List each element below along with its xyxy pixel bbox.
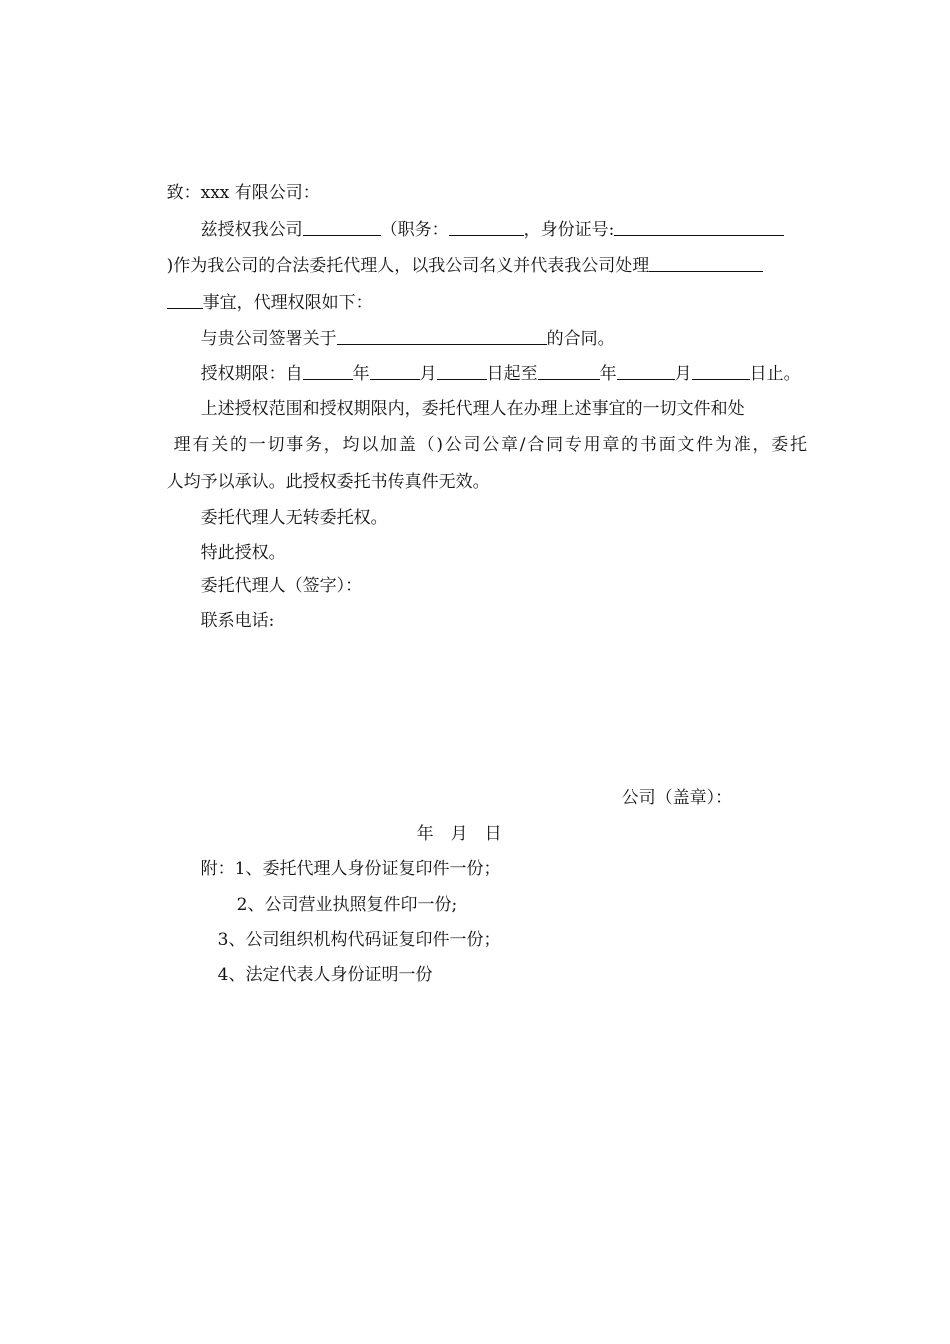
- authorization-line-2: )作为我公司的合法委托代理人，以我公司名义并代表我公司处理: [145, 233, 763, 299]
- attachment-item-4: 4、法定代表人身份证明一份: [217, 965, 433, 985]
- attachment-item-3: 3、公司组织机构代码证复印件一份；: [217, 930, 501, 950]
- attachment-item-1: 附：1、委托代理人身份证复印件一份；: [200, 859, 501, 879]
- date-line: 年 月 日: [416, 824, 502, 844]
- no-transfer-text: 委托代理人无转委托权。: [200, 508, 388, 528]
- attachment-item-2: 2、公司营业执照复件印一份;: [236, 895, 458, 915]
- scope-line-3: 人均予以承认。此授权委托书传真件无效。: [166, 472, 490, 492]
- authorization-line-1: 兹授权我公司 （职务： ，身份证号:: [179, 197, 784, 263]
- hereby-authorize-text: 特此授权。: [200, 543, 286, 563]
- company-seal-label: 公司（盖章）：: [621, 788, 733, 808]
- scope-line-1: 上述授权范围和授权期限内，委托代理人在办理上述事宜的一切文件和处: [200, 399, 745, 419]
- scope-line-2: 理有关的一切事务，均以加盖（)公司公章/合同专用章的书面文件为准，委托: [173, 435, 807, 455]
- contact-phone-label: 联系电话:: [200, 611, 275, 631]
- agent-signature-label: 委托代理人（签字）：: [200, 576, 363, 596]
- authorization-line-3: 事宜，代理权限如下：: [145, 270, 373, 336]
- contract-line: 与贵公司签署关于 的合同。: [200, 329, 615, 349]
- salutation: 致：xxx 有限公司：: [166, 183, 320, 203]
- authorization-period-line: 授权期限：自 年 月 日起至 年 月 日止。: [200, 364, 801, 384]
- matter-blank: [649, 255, 763, 272]
